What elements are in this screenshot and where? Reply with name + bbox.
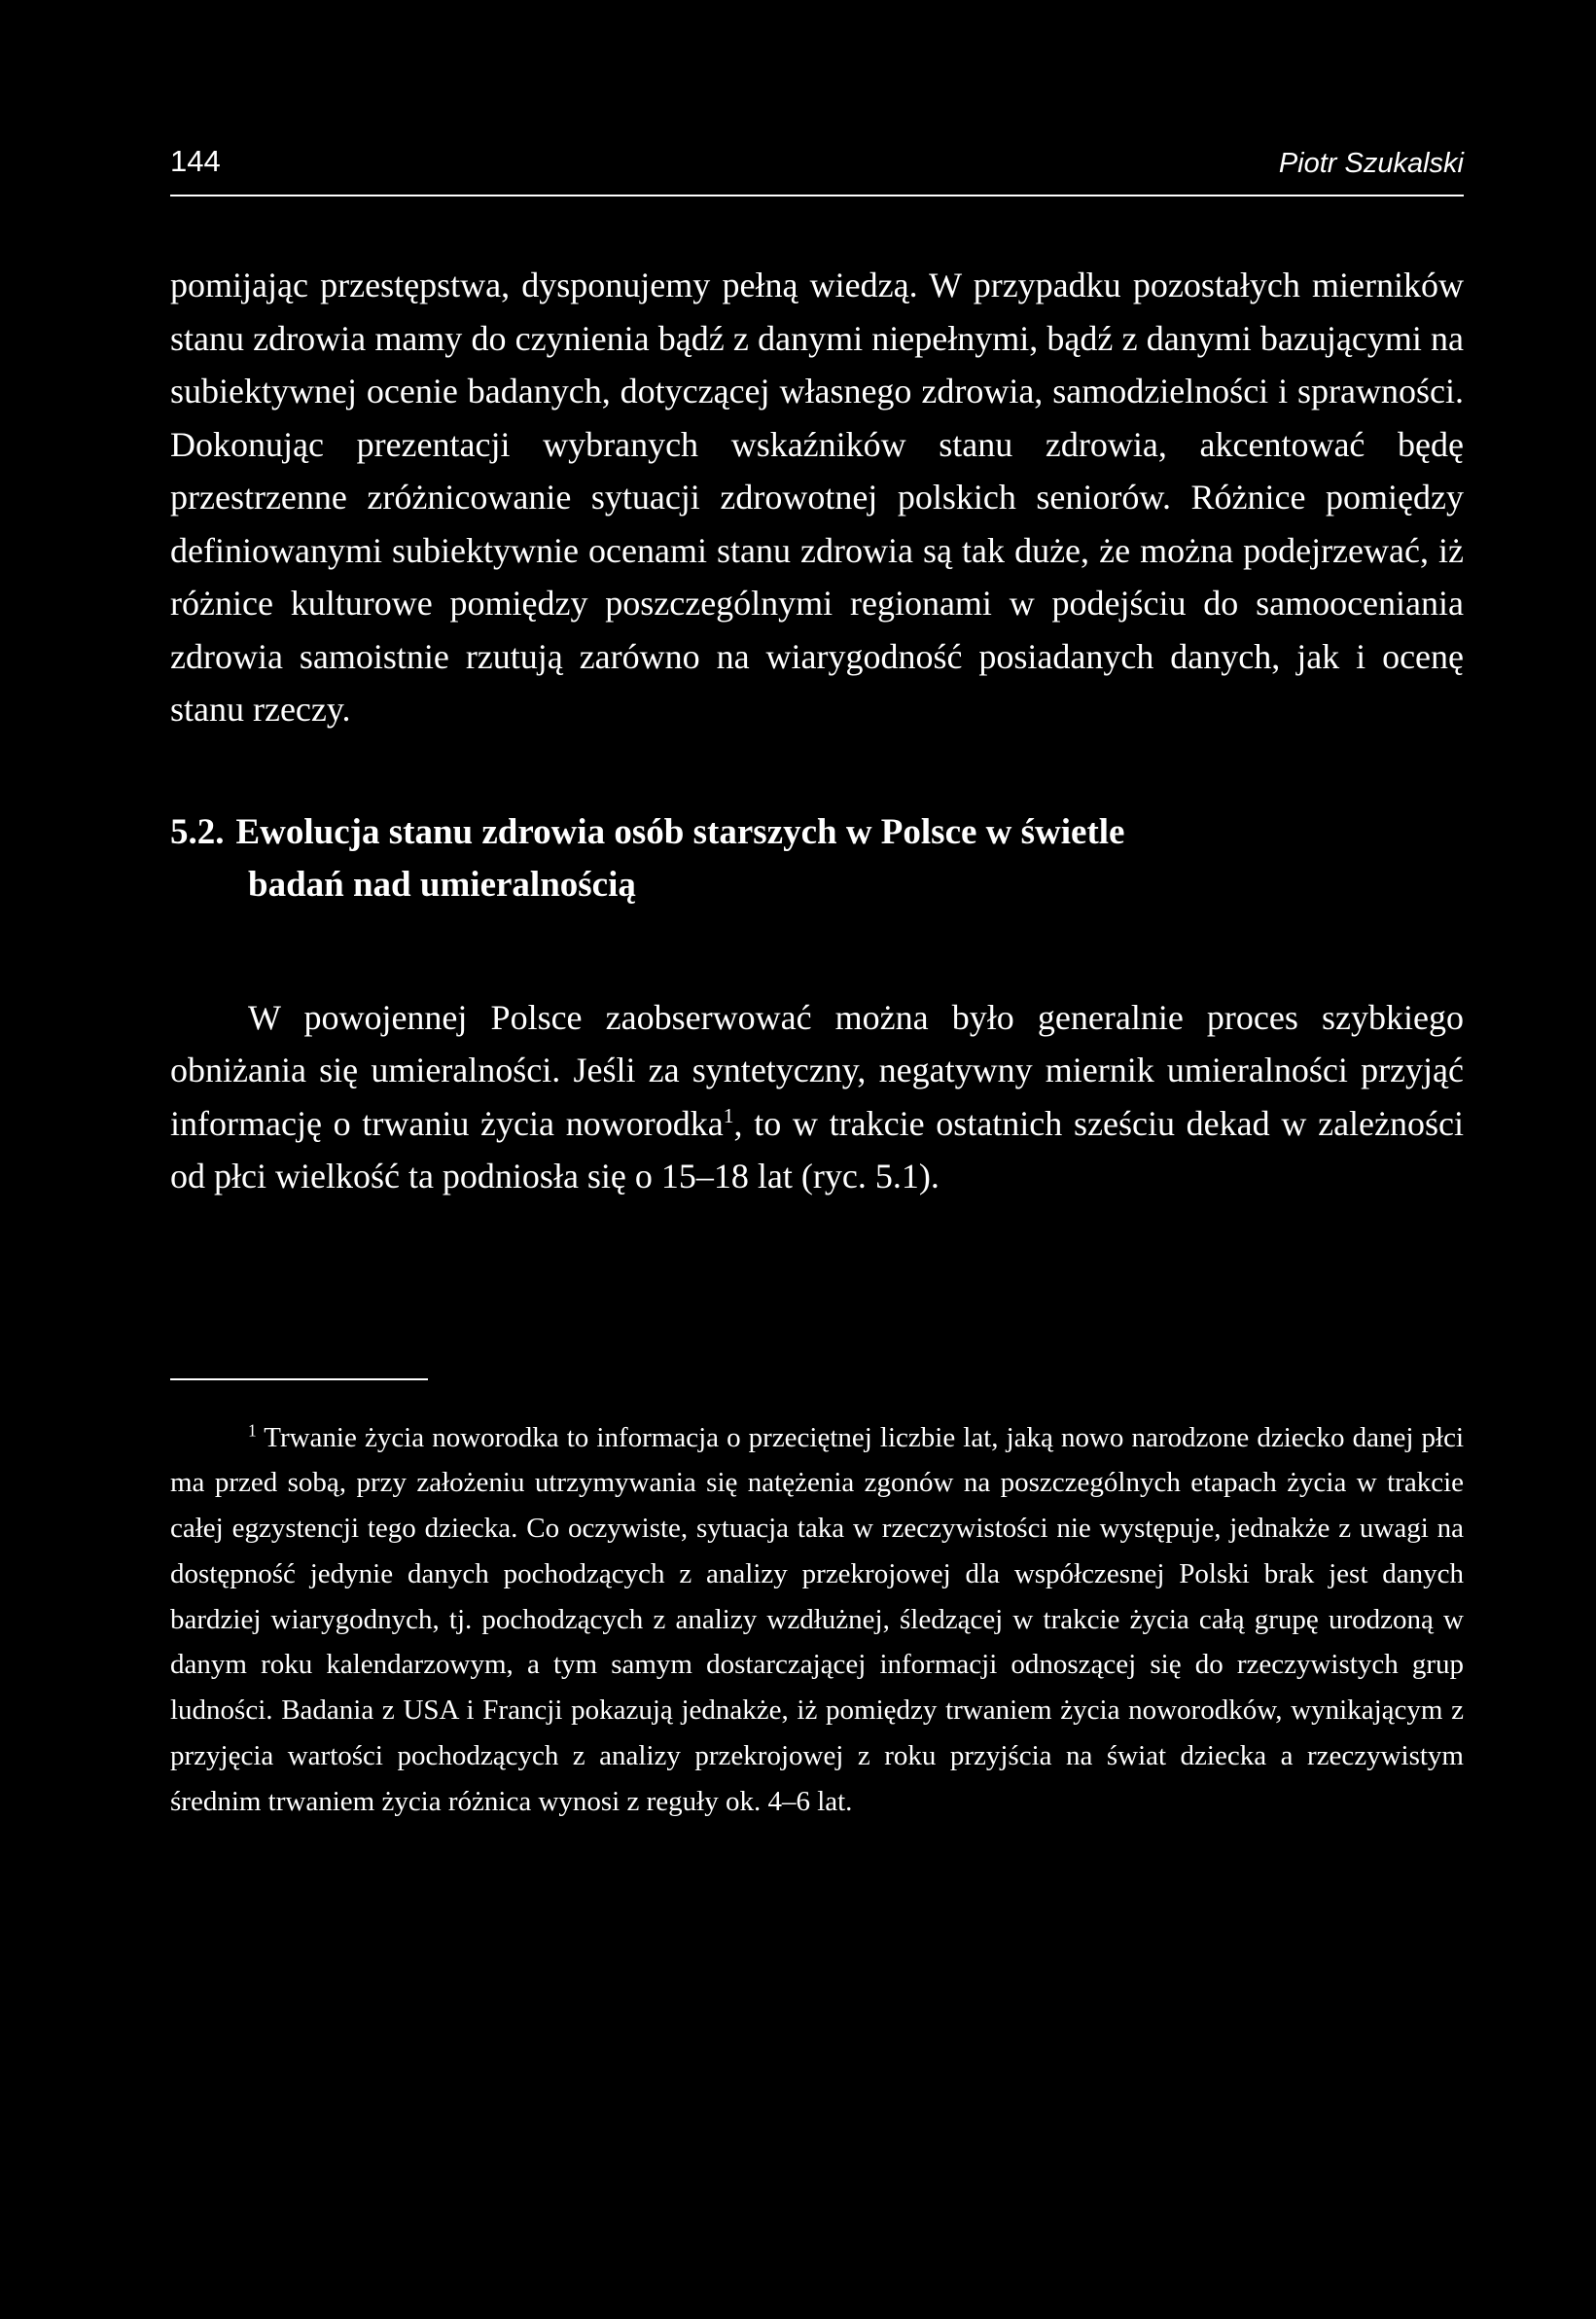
page-number: 144: [170, 144, 221, 178]
footnote-reference: 1: [723, 1103, 734, 1127]
footnote-separator: [170, 1378, 428, 1380]
body-paragraph: [170, 991, 1464, 1203]
running-header-author: Piotr Szukalski: [1278, 148, 1464, 179]
footnote-text: Trwanie życia noworodka to informacja o przeciętnej liczbie lat, jaką nowo narodzone dziecko danej płci ma przed sobą, przy założeniu utrzymywania się natężenia zgonów na poszczególnych etapach życia w trakcie całej egzystencji tego dziecka. Co oczywiste, sytuacja taka w rzeczywistości nie występuje, jednakże z uwagi na dostępność jedynie danych pochodzących z analizy przekrojowej dla współczesnej Polski brak jest danych bardziej wiarygodnych, tj. pochodzących z analizy wzdłużnej, śledzącej w trakcie życia całą grupę urodzoną w danym roku kalendarzowym, a tym samym dostarczającej informacji odnoszącej się do rzeczywistych grup ludności. Badania z USA i Francji pokazują jednakże, iż pomiędzy trwaniem życia noworodków, wynikającym z przyjęcia wartości pochodzących z analizy przekrojowej z roku przyjścia na świat dziecka a rzeczywistym średnim trwaniem życia różnica wynosi z reguły ok. 4–6 lat.: [170, 1421, 1464, 1817]
section-title-line-1: Ewolucja stanu zdrowia osób starszych w Polsce w świetle: [235, 811, 1125, 852]
footnote: [170, 1415, 1464, 1825]
running-header: [170, 136, 1464, 196]
section-number: 5.2.: [170, 811, 225, 852]
footnote-marker: 1: [248, 1419, 257, 1440]
section-title-line-2: badań nad umieralnością: [248, 864, 636, 905]
paragraph-text: , to w trakcie ostatnich sześciu dekad w zależności od płci wielkość ta podniosła się o 15–18 lat (ryc. 5.1).: [170, 1103, 1464, 1195]
section-heading: [170, 806, 1464, 911]
body-paragraph: pomijając przestępstwa, dysponujemy pełną wiedzą. W przypadku pozostałych mierników stanu zdrowia mamy do czynienia bądź z danymi niepełnymi, bądź z danymi bazującymi na subiektywnej ocenie badanych, dotyczącej własnego zdrowia, samodzielności i sprawności. Dokonując prezentacji wybranych wskaźników stanu zdrowia, akcentować będę przestrzenne zróżnicowanie sytuacji zdrowotnej polskich seniorów. Różnice pomiędzy definiowanymi subiektywnie ocenami stanu zdrowia są tak duże, że można podejrzewać, iż różnice kulturowe pomiędzy poszczególnymi regionami w podejściu do samooceniania zdrowia samoistnie rzutują zarówno na wiarygodność posiadanych danych, jak i ocenę stanu rzeczy.: [170, 266, 1464, 729]
paragraph-text: W powojennej Polsce zaobserwować można było generalnie proces szybkiego obniżania się umieralności. Jeśli za syntetyczny, negatywny miernik umieralności przyjąć informację o trwaniu życia noworodka: [170, 997, 1464, 1143]
page: [170, 136, 1464, 1825]
